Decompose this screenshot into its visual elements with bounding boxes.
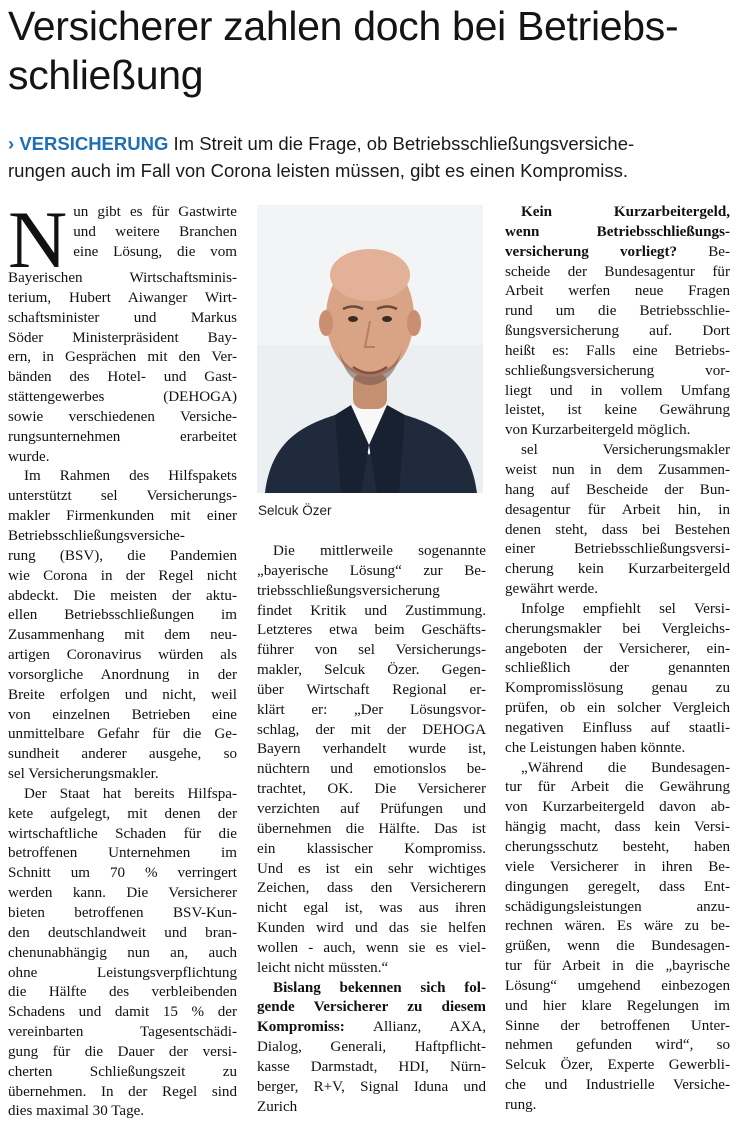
text-line: negativen Einfluss auf staatli- <box>505 719 730 736</box>
text-line: abdeckt. Die meisten der aktu- <box>8 587 237 604</box>
headline-line-1: Versicherer zahlen doch bei Betriebs- <box>8 3 679 49</box>
text-line: vorsorgliche Anordnung in der <box>8 666 237 683</box>
text-line: sowie verschiedenen Versiche- <box>8 408 237 425</box>
text-line: sel Versicherungsmakler <box>521 442 730 459</box>
text-line: gung für die Dauer der versi- <box>8 1043 237 1060</box>
text-line: wollen - auch, wenn sie es viel- <box>257 939 486 956</box>
text-line: Sinne der betroffenen Unter- <box>505 1017 730 1034</box>
text-line: „bayerische Lösung“ zur Be- <box>257 562 486 579</box>
text-line: wie Corona in der Regel nicht <box>8 567 237 584</box>
text-line: Zeichen, dass den Versicherern <box>257 880 486 897</box>
photo-caption: Selcuk Özer <box>258 503 332 518</box>
text-line: die Hälfte des verbleibenden <box>8 984 237 1001</box>
text-line: wurde. <box>8 448 50 465</box>
text-line: liegt und in vollem Umfang <box>505 382 730 399</box>
text-line: von Kurzarbeitergeld möglich. <box>505 422 691 439</box>
lede-text-1: Im Streit um die Frage, ob Betriebsschließungsversiche- <box>168 133 635 154</box>
text-line: Selcuk Özer, Experte Gewerbli- <box>505 1057 730 1074</box>
text-line: cherten Schließungszeit zu <box>8 1063 237 1080</box>
text-line: bänden des Hotel- und Gast- <box>8 369 237 386</box>
text-fragment: Allianz, AXA, <box>344 1019 486 1036</box>
text-line: Schadens und damit 15 % der <box>8 1004 237 1021</box>
text-line: berger, R+V, Signal Iduna und <box>257 1078 486 1095</box>
subhead-line: Kein Kurzarbeitergeld, <box>521 204 730 220</box>
text-line: che Leistungen haben könnte. <box>505 739 686 756</box>
text-line: Lösung“ umgehend einbezogen <box>505 977 730 994</box>
text-line: unterstützt sel Versicherungs- <box>8 488 237 505</box>
text-line: über Wirtschaft Regional er- <box>257 681 486 698</box>
text-line: cherungsschutz besteht, haben <box>505 839 730 855</box>
text-line: hängig macht, dass kein Versi- <box>505 819 730 836</box>
text-line: den deutschlandweit und bran- <box>8 924 237 941</box>
text-line: scheide der Bundesagentur für <box>505 263 730 280</box>
text-line: Die mittlerweile sogenannte <box>273 543 486 559</box>
text-line: weist nun in dem Zusammen- <box>505 461 730 478</box>
text-line: cherungsmakler bei Vergleichs- <box>505 620 730 637</box>
text-line: grüßen, wenn die Bundesagen- <box>505 938 730 955</box>
text-line: trachtet, OK. Die Versicherer <box>257 781 486 798</box>
text-line: schließlich der genannten <box>505 660 730 677</box>
text-line: bieten betroffenen BSV-Kun- <box>8 905 237 921</box>
text-line: hang auf Bescheide der Bun- <box>505 481 730 498</box>
text-line: tur für Arbeit in die „bayrische <box>505 958 730 975</box>
text-line: ellen Betriebsschließungen im <box>8 607 237 624</box>
text-line: rung (BSV), die Pandemien <box>8 547 237 564</box>
text-line: übernehmen die Hälfte. Das ist <box>257 820 486 837</box>
text-line: Arbeit werfen neue Fragen <box>505 283 730 300</box>
text-line: von Kurzarbeitergeld davon ab- <box>505 799 730 816</box>
text-line: kete aufgelegt, mit denen der <box>8 805 237 822</box>
headline-line-2: schließung <box>8 52 204 98</box>
kicker-arrow-icon: › <box>8 133 15 154</box>
subhead-fragment: Kompromiss: <box>257 1019 345 1036</box>
subhead-line: Bislang bekennen sich fol- <box>273 979 486 996</box>
text-line: sundheit anderer ausgehe, so <box>8 746 237 763</box>
headline <box>8 2 730 100</box>
text-line: dies maximal 30 Tage. <box>8 1103 145 1120</box>
text-line: che und Industrielle Versiche- <box>505 1077 730 1094</box>
text-line: einer Betriebsschließungsversi- <box>505 541 730 558</box>
text-line: unmittelbare Gefahr für die Ge- <box>8 726 237 743</box>
text-line: Söder Ministerpräsident Bay- <box>8 329 237 346</box>
text-line: rungsunternehmen erarbeitet <box>8 428 237 445</box>
text-line: nicht egal ist, was aus ihren <box>257 900 486 917</box>
text-line: desagentur für Arbeit hin, in <box>505 501 730 518</box>
text-line: betroffenen Unternehmen im <box>8 845 237 862</box>
drop-cap: N <box>8 194 68 285</box>
portrait-illustration <box>257 205 483 493</box>
text-line: Bayern verhandelt wurde ist, <box>257 741 486 758</box>
text-line: ohne Leistungsverpflichtung <box>8 964 237 981</box>
text-line: un gibt es für Gastwirte <box>73 204 237 220</box>
lede <box>8 130 730 184</box>
text-line: rung. <box>505 1096 537 1113</box>
text-line: und hier klare Regelungen im <box>505 997 730 1014</box>
text-line: Und es ist ein sehr wichtiges <box>257 860 486 877</box>
text-line: nüchtern und emotionslos be- <box>257 761 486 778</box>
text-line: terium, Hubert Aiwanger Wirt- <box>8 289 237 306</box>
text-line: prüfen, ob ein solcher Vergleich <box>505 700 730 717</box>
subhead-line: wenn Betriebsschließungs- <box>505 223 730 240</box>
text-line: rund um die Betriebsschlie- <box>505 303 730 320</box>
article-column-3 <box>505 203 730 1116</box>
text-line: wirtschaftliche Schaden für die <box>8 825 237 842</box>
text-line: Schnitt um 70 % verringert <box>8 865 237 882</box>
text-line: Letzteres etwa beim Geschäfts- <box>257 622 486 639</box>
text-line: Bayerischen Wirtschaftsminis- <box>8 270 237 286</box>
text-line: leistet, ist keine Gewährung <box>505 402 730 419</box>
text-line: rechnen wären. Es wäre zu be- <box>505 918 730 935</box>
text-line: werden kann. Die Versicherer <box>8 885 237 902</box>
text-line: ßungsversicherung auf. Dort <box>505 323 730 340</box>
text-line: Im Rahmen des Hilfspakets <box>24 468 237 485</box>
text-line <box>505 243 730 263</box>
text-line: gewährt werde. <box>505 581 599 598</box>
text-line: „Während die Bundesagen- <box>521 759 730 776</box>
text-line: schließungsversicherung vor- <box>505 362 730 379</box>
text-line: ern, in Gesprächen mit den Ver- <box>8 349 237 366</box>
text-line: leicht nicht müssten.“ <box>257 959 389 976</box>
text-line: schaftsminister und Markus <box>8 309 237 326</box>
subhead-fragment: versicherung vorliegt? <box>505 243 678 260</box>
lede-line-2: rungen auch im Fall von Corona leisten müssen, gibt es einen Kompromiss. <box>8 160 629 181</box>
text-line: führer von sel Versicherungs- <box>257 642 486 659</box>
text-line: eine Lösung, die vom <box>73 243 237 260</box>
text-line: klärt er: „Der Lösungsvor- <box>257 701 486 718</box>
text-line: Dialog, Generali, Haftpflicht- <box>257 1039 486 1056</box>
text-line: makler Firmenkunden mit einer <box>8 508 237 525</box>
text-line: Zusammenhang mit dem neu- <box>8 627 237 644</box>
text-line: übernehmen. In der Regel sind <box>8 1083 237 1100</box>
text-line: tur für Arbeit die Gewährung <box>505 779 730 796</box>
article-column-2 <box>257 542 486 1117</box>
text-fragment: Be- <box>677 243 730 260</box>
portrait-photo <box>257 205 483 493</box>
text-line: schädigungsleistungen anzu- <box>505 898 730 915</box>
subhead-line: gende Versicherer zu diesem <box>257 999 486 1016</box>
lede-line-1 <box>8 130 730 157</box>
text-line: artigen Coronavirus würden als <box>8 647 237 664</box>
text-line: kasse Darmstadt, HDI, Nürn- <box>257 1058 486 1075</box>
text-line <box>257 1018 486 1038</box>
text-line: vereinbarten Tagesentschädi- <box>8 1024 237 1041</box>
text-line: und weitere Branchen <box>73 223 237 240</box>
text-line: findet Kritik und Zustimmung. <box>257 602 486 619</box>
text-line: angeboten der Versicherer, ein- <box>505 640 730 657</box>
text-line: Kompromisslösung genau zu <box>505 680 730 697</box>
text-line: Betriebsschließungsversiche- <box>8 527 185 544</box>
text-line: heißt es: Falls eine Betriebs- <box>505 342 730 359</box>
text-line: denen steht, dass bei Bestehen <box>505 521 730 538</box>
text-line: makler, Selcuk Özer. Gegen- <box>257 662 486 679</box>
text-line: chenunabhängig nun an, auch <box>8 944 237 961</box>
text-line: Kunden wird und das sie helfen <box>257 920 486 937</box>
text-line: cherung kein Kurzarbeitergeld <box>505 561 730 578</box>
text-line: viele Versicherer in ihren Be- <box>505 858 730 875</box>
text-line: Der Staat hat bereits Hilfspa- <box>24 785 237 802</box>
text-line: triebsschließungsversicherung <box>257 582 440 599</box>
kicker: VERSICHERUNG <box>19 133 169 154</box>
text-line: sel Versicherungsmakler. <box>8 766 159 783</box>
text-line: verzichten auf Prüfungen und <box>257 800 486 817</box>
text-line: dingungen geregelt, dass Ent- <box>505 878 730 895</box>
text-line: schlag, der mit der DEHOGA <box>257 721 486 738</box>
article-column-1 <box>8 194 237 1122</box>
text-line: Infolge empfiehlt sel Versi- <box>521 600 730 617</box>
text-line: stättengewerbes (DEHOGA) <box>8 389 237 406</box>
text-line: nehmen gefunden wird“, so <box>505 1037 730 1054</box>
text-line: ein klassischer Kompromiss. <box>257 840 486 857</box>
text-line: Breite erfolgen und nicht, weil <box>8 686 237 703</box>
text-line: von einzelnen Betrieben eine <box>8 706 237 723</box>
text-line: Zurich <box>257 1098 298 1115</box>
